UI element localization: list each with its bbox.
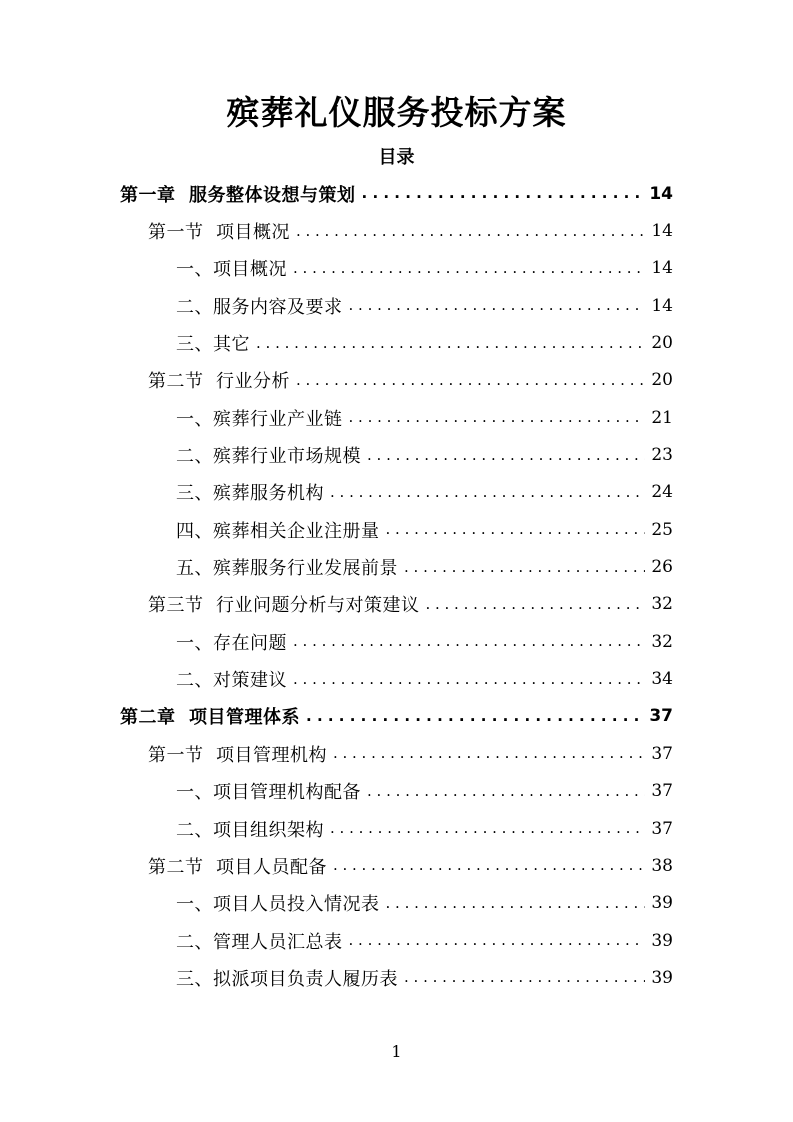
toc-entry-title: 第一节 项目概况 xyxy=(148,222,290,244)
toc-entry-page: 20 xyxy=(651,333,673,354)
toc-entry-title: 一、项目概况 xyxy=(176,259,287,281)
toc-subsection-entry[interactable] xyxy=(0,474,793,511)
page-number: 1 xyxy=(391,1042,402,1061)
toc-entry-page: 21 xyxy=(651,407,673,428)
toc-entry-page: 14 xyxy=(651,258,673,279)
dot-leader xyxy=(386,896,646,911)
toc-entry-page: 39 xyxy=(651,930,673,951)
toc-chapter-entry[interactable] xyxy=(0,175,793,212)
toc-subsection-entry[interactable] xyxy=(0,399,793,436)
toc-entry-title: 二、服务内容及要求 xyxy=(176,296,343,318)
toc-entry-title: 第一节 项目管理机构 xyxy=(148,744,327,766)
dot-leader xyxy=(362,186,644,201)
table-of-contents xyxy=(0,175,793,997)
toc-entry-title: 三、拟派项目负责人履历表 xyxy=(176,968,398,990)
toc-entry-title: 第三节 行业问题分析与对策建议 xyxy=(148,595,420,617)
toc-subsection-entry[interactable] xyxy=(0,810,793,847)
toc-entry-title: 三、殡葬服务机构 xyxy=(176,483,324,505)
toc-entry-title: 二、管理人员汇总表 xyxy=(176,931,343,953)
toc-subsection-entry[interactable] xyxy=(0,922,793,959)
toc-entry-page: 24 xyxy=(651,482,673,503)
toc-entry-title: 二、项目组织架构 xyxy=(176,819,324,841)
toc-entry-page: 32 xyxy=(651,631,673,652)
toc-entry-page: 39 xyxy=(651,967,673,988)
dot-leader xyxy=(386,522,646,537)
toc-entry-page: 14 xyxy=(649,183,673,204)
toc-entry-page: 37 xyxy=(651,781,673,802)
toc-entry-page: 39 xyxy=(651,893,673,914)
dot-leader xyxy=(330,821,645,836)
toc-entry-title: 第二章 项目管理体系 xyxy=(120,707,301,729)
toc-entry-page: 38 xyxy=(651,855,673,876)
toc-subsection-entry[interactable] xyxy=(0,250,793,287)
toc-entry-page: 34 xyxy=(651,669,673,690)
toc-entry-page: 14 xyxy=(651,295,673,316)
toc-section-entry[interactable] xyxy=(0,586,793,623)
toc-subsection-entry[interactable] xyxy=(0,436,793,473)
toc-entry-page: 37 xyxy=(651,743,673,764)
toc-entry-title: 一、殡葬行业产业链 xyxy=(176,408,343,430)
dot-leader xyxy=(425,597,645,612)
toc-entry-title: 一、项目人员投入情况表 xyxy=(176,894,380,916)
toc-chapter-entry[interactable] xyxy=(0,698,793,735)
toc-section-entry[interactable] xyxy=(0,212,793,249)
toc-entry-title: 一、存在问题 xyxy=(176,632,287,654)
dot-leader xyxy=(256,336,645,351)
toc-subsection-entry[interactable] xyxy=(0,623,793,660)
dot-leader xyxy=(306,709,643,724)
dot-leader xyxy=(404,970,645,985)
toc-entry-title: 第二节 行业分析 xyxy=(148,371,290,393)
toc-subsection-entry[interactable] xyxy=(0,511,793,548)
dot-leader xyxy=(367,448,645,463)
toc-section-entry[interactable] xyxy=(0,847,793,884)
dot-leader xyxy=(333,746,645,761)
toc-section-entry[interactable] xyxy=(0,735,793,772)
dot-leader xyxy=(349,298,646,313)
dot-leader xyxy=(330,485,645,500)
document-title: 殡葬礼仪服务投标方案 xyxy=(226,93,567,132)
toc-entry-title: 五、殡葬服务行业发展前景 xyxy=(176,558,398,580)
toc-entry-title: 第一章 服务整体设想与策划 xyxy=(120,184,356,206)
dot-leader xyxy=(293,672,645,687)
dot-leader xyxy=(367,784,645,799)
toc-entry-title: 四、殡葬相关企业注册量 xyxy=(176,520,380,542)
toc-subsection-entry[interactable] xyxy=(0,773,793,810)
toc-subsection-entry[interactable] xyxy=(0,548,793,585)
toc-subsection-entry[interactable] xyxy=(0,324,793,361)
toc-subsection-entry[interactable] xyxy=(0,885,793,922)
dot-leader xyxy=(296,224,645,239)
toc-subsection-entry[interactable] xyxy=(0,660,793,697)
toc-entry-page: 32 xyxy=(651,594,673,615)
dot-leader xyxy=(293,634,645,649)
toc-entry-title: 第二节 项目人员配备 xyxy=(148,856,327,878)
toc-entry-page: 23 xyxy=(651,445,673,466)
toc-subsection-entry[interactable] xyxy=(0,287,793,324)
dot-leader xyxy=(333,858,645,873)
toc-entry-page: 37 xyxy=(651,818,673,839)
toc-entry-page: 25 xyxy=(651,519,673,540)
toc-entry-title: 二、殡葬行业市场规模 xyxy=(176,446,361,468)
toc-entry-title: 二、对策建议 xyxy=(176,670,287,692)
toc-entry-page: 26 xyxy=(651,557,673,578)
toc-subsection-entry[interactable] xyxy=(0,959,793,996)
toc-entry-page: 20 xyxy=(651,370,673,391)
toc-heading: 目录 xyxy=(378,147,415,168)
toc-entry-page: 14 xyxy=(651,221,673,242)
toc-section-entry[interactable] xyxy=(0,362,793,399)
toc-entry-title: 三、其它 xyxy=(176,334,250,356)
dot-leader xyxy=(404,560,645,575)
dot-leader xyxy=(296,373,645,388)
dot-leader xyxy=(349,410,646,425)
dot-leader xyxy=(293,261,645,276)
dot-leader xyxy=(349,933,646,948)
toc-entry-title: 一、项目管理机构配备 xyxy=(176,782,361,804)
toc-entry-page: 37 xyxy=(649,706,673,727)
